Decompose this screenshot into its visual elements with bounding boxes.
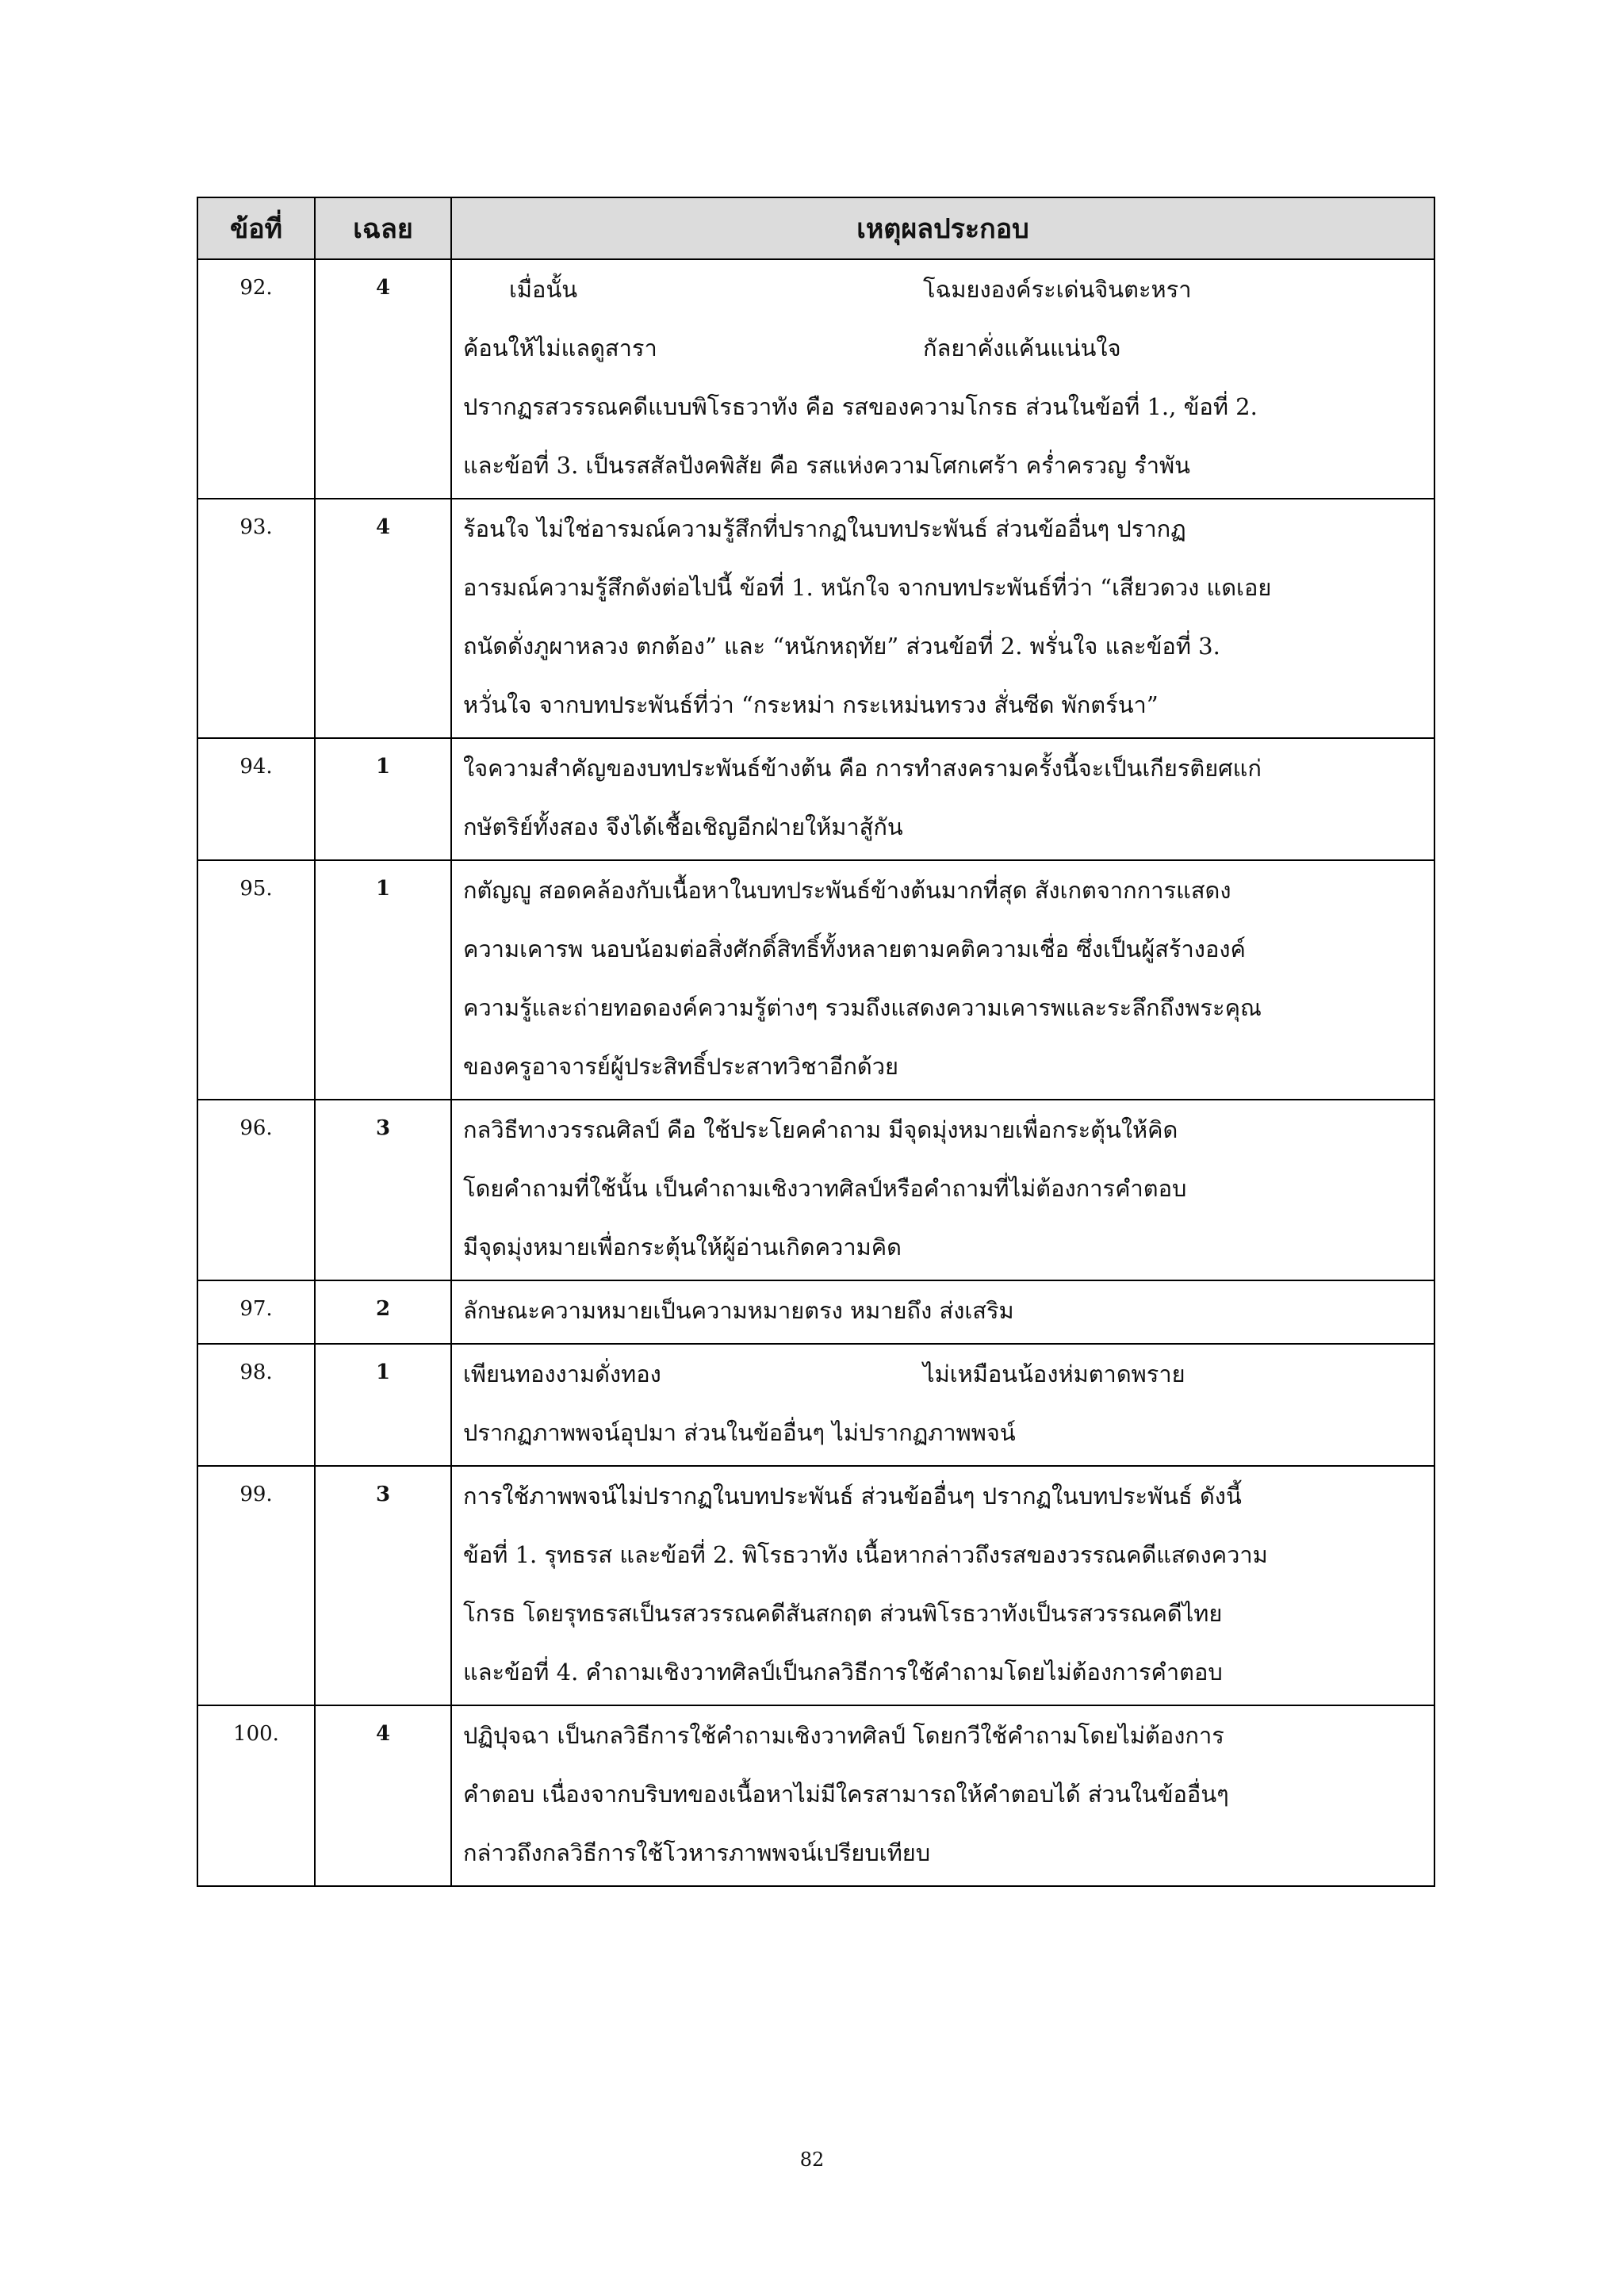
- answer-choice: 3: [315, 1466, 451, 1705]
- question-number: 94.: [197, 738, 315, 860]
- answer-choice: 1: [315, 738, 451, 860]
- question-number: 95.: [197, 860, 315, 1100]
- page-number: 82: [799, 2149, 825, 2171]
- header-number: ข้อที่: [197, 197, 315, 259]
- reason-text-line: มีจุดมุ่งหมายเพื่อกระตุ้นให้ผู้อ่านเกิดความคิด: [463, 1234, 902, 1261]
- reason-text-line: กล่าวถึงกลวิธีการใช้โวหารภาพพจน์เปรียบเทียบ: [463, 1839, 931, 1866]
- reason-text-line: กลวิธีทางวรรณศิลป์ คือ ใช้ประโยคคำถาม มีจุดมุ่งหมายเพื่อกระตุ้นให้คิด: [463, 1116, 1178, 1143]
- verse-second-hemistich: กัลยาคั่งแค้นแน่นใจ: [923, 335, 1121, 362]
- reason-text-line: ปรากฏรสวรรณคดีแบบพิโรธวาทัง คือ รสของความโกรธ ส่วนในข้อที่ 1., ข้อที่ 2.: [463, 393, 1258, 420]
- reason-text-line: ลักษณะความหมายเป็นความหมายตรง หมายถึง ส่งเสริม: [463, 1297, 1014, 1324]
- table-row: [197, 1344, 1434, 1466]
- table-body: [197, 259, 1434, 1886]
- reason-text-line: ปฏิปุจฉา เป็นกลวิธีการใช้คำถามเชิงวาทศิลป์ โดยกวีใช้คำถามโดยไม่ต้องการ: [463, 1722, 1224, 1749]
- table-row: [197, 1280, 1434, 1344]
- reason-text-line: ข้อที่ 1. รุทธรส และข้อที่ 2. พิโรธวาทัง เนื้อหากล่าวถึงรสของวรรณคดีแสดงความ: [463, 1541, 1268, 1568]
- question-number: 96.: [197, 1100, 315, 1280]
- reason-text-line: ใจความสำคัญของบทประพันธ์ข้างต้น คือ การทำสงครามครั้งนี้จะเป็นเกียรติยศแก่: [463, 755, 1262, 782]
- verse-second-hemistich: ไม่เหมือนน้องห่มตาดพราย: [923, 1360, 1185, 1387]
- reason-text-line: กษัตริย์ทั้งสอง จึงได้เชื้อเชิญอีกฝ่ายให้มาสู้กัน: [463, 813, 903, 840]
- table-row: [197, 1100, 1434, 1280]
- question-number: 97.: [197, 1280, 315, 1344]
- answer-choice: 4: [315, 259, 451, 499]
- reason-cell: [451, 738, 1434, 860]
- reason-text-line: ถนัดดั่งภูผาหลวง ตกต้อง” และ “หนักหฤทัย” ส่วนข้อที่ 2. พรั่นใจ และข้อที่ 3.: [463, 633, 1220, 660]
- header-reason: เหตุผลประกอบ: [451, 197, 1434, 259]
- table-row: [197, 499, 1434, 738]
- table-header-row: [197, 197, 1434, 259]
- reason-text-line: ของครูอาจารย์ผู้ประสิทธิ์ประสาทวิชาอีกด้วย: [463, 1053, 898, 1080]
- reason-cell: [451, 499, 1434, 738]
- reason-text-line: ร้อนใจ ไม่ใช่อารมณ์ความรู้สึกที่ปรากฏในบทประพันธ์ ส่วนข้ออื่นๆ ปรากฏ: [463, 515, 1186, 542]
- question-number: 93.: [197, 499, 315, 738]
- reason-text-line: ความรู้และถ่ายทอดองค์ความรู้ต่างๆ รวมถึงแสดงความเคารพและระลึกถึงพระคุณ: [463, 994, 1262, 1021]
- reason-text-line: หวั่นใจ จากบทประพันธ์ที่ว่า “กระหม่า กระเหม่นทรวง สั่นซีด พักตร์นา”: [463, 691, 1159, 718]
- header-answer: เฉลย: [315, 197, 451, 259]
- question-number: 99.: [197, 1466, 315, 1705]
- table-row: [197, 1705, 1434, 1886]
- reason-cell: [451, 1466, 1434, 1705]
- reason-text-line: ปรากฏภาพพจน์อุปมา ส่วนในข้ออื่นๆ ไม่ปรากฏภาพพจน์: [463, 1419, 1016, 1446]
- answer-key-table: [197, 197, 1435, 1887]
- reason-cell: [451, 1705, 1434, 1886]
- answer-choice: 4: [315, 499, 451, 738]
- reason-text-line: คำตอบ เนื่องจากบริบทของเนื้อหาไม่มีใครสามารถให้คำตอบได้ ส่วนในข้ออื่นๆ: [463, 1781, 1229, 1808]
- reason-text-line: โดยคำถามที่ใช้นั้น เป็นคำถามเชิงวาทศิลป์หรือคำถามที่ไม่ต้องการคำตอบ: [463, 1175, 1187, 1202]
- reason-text-line: โกรธ โดยรุทธรสเป็นรสวรรณคดีสันสกฤต ส่วนพิโรธวาทังเป็นรสวรรณคดีไทย: [463, 1600, 1223, 1627]
- reason-text-line: การใช้ภาพพจน์ไม่ปรากฏในบทประพันธ์ ส่วนข้ออื่นๆ ปรากฏในบทประพันธ์ ดังนี้: [463, 1483, 1242, 1510]
- reason-cell: [451, 1280, 1434, 1344]
- verse-line: [463, 1345, 1423, 1403]
- answer-choice: 2: [315, 1280, 451, 1344]
- table-row: [197, 1466, 1434, 1705]
- answer-choice: 3: [315, 1100, 451, 1280]
- answer-choice: 4: [315, 1705, 451, 1886]
- reason-text-line: และข้อที่ 4. คำถามเชิงวาทศิลป์เป็นกลวิธีการใช้คำถามโดยไม่ต้องการคำตอบ: [463, 1659, 1223, 1686]
- verse-first-hemistich: เมื่อนั้น: [509, 276, 578, 303]
- reason-text-line: ความเคารพ นอบน้อมต่อสิ่งศักดิ์สิทธิ์ทั้งหลายตามคติความเชื่อ ซึ่งเป็นผู้สร้างองค์: [463, 936, 1246, 962]
- answer-choice: 1: [315, 860, 451, 1100]
- table-row: [197, 860, 1434, 1100]
- question-number: 98.: [197, 1344, 315, 1466]
- answer-choice: 1: [315, 1344, 451, 1466]
- question-number: 92.: [197, 259, 315, 499]
- table-row: [197, 738, 1434, 860]
- reason-cell: [451, 1344, 1434, 1466]
- reason-text-line: กตัญญู สอดคล้องกับเนื้อหาในบทประพันธ์ข้างต้นมากที่สุด สังเกตจากการแสดง: [463, 877, 1231, 904]
- table-row: [197, 259, 1434, 499]
- reason-cell: [451, 259, 1434, 499]
- verse-second-hemistich: โฉมยงองค์ระเด่นจินตะหรา: [923, 276, 1192, 303]
- reason-text-line: อารมณ์ความรู้สึกดังต่อไปนี้ ข้อที่ 1. หนักใจ จากบทประพันธ์ที่ว่า “เสียวดวง แดเอย: [463, 574, 1272, 601]
- reason-cell: [451, 1100, 1434, 1280]
- verse-first-hemistich: เพียนทองงามดั่งทอง: [463, 1360, 661, 1387]
- verse-line: [463, 319, 1423, 377]
- reason-text-line: และข้อที่ 3. เป็นรสสัลปังคพิสัย คือ รสแห่งความโศกเศร้า คร่ำครวญ รำพัน: [463, 452, 1190, 479]
- verse-first-hemistich: ค้อนให้ไม่แลดูสารา: [463, 335, 657, 362]
- reason-cell: [451, 860, 1434, 1100]
- question-number: 100.: [197, 1705, 315, 1886]
- verse-line: [463, 260, 1423, 319]
